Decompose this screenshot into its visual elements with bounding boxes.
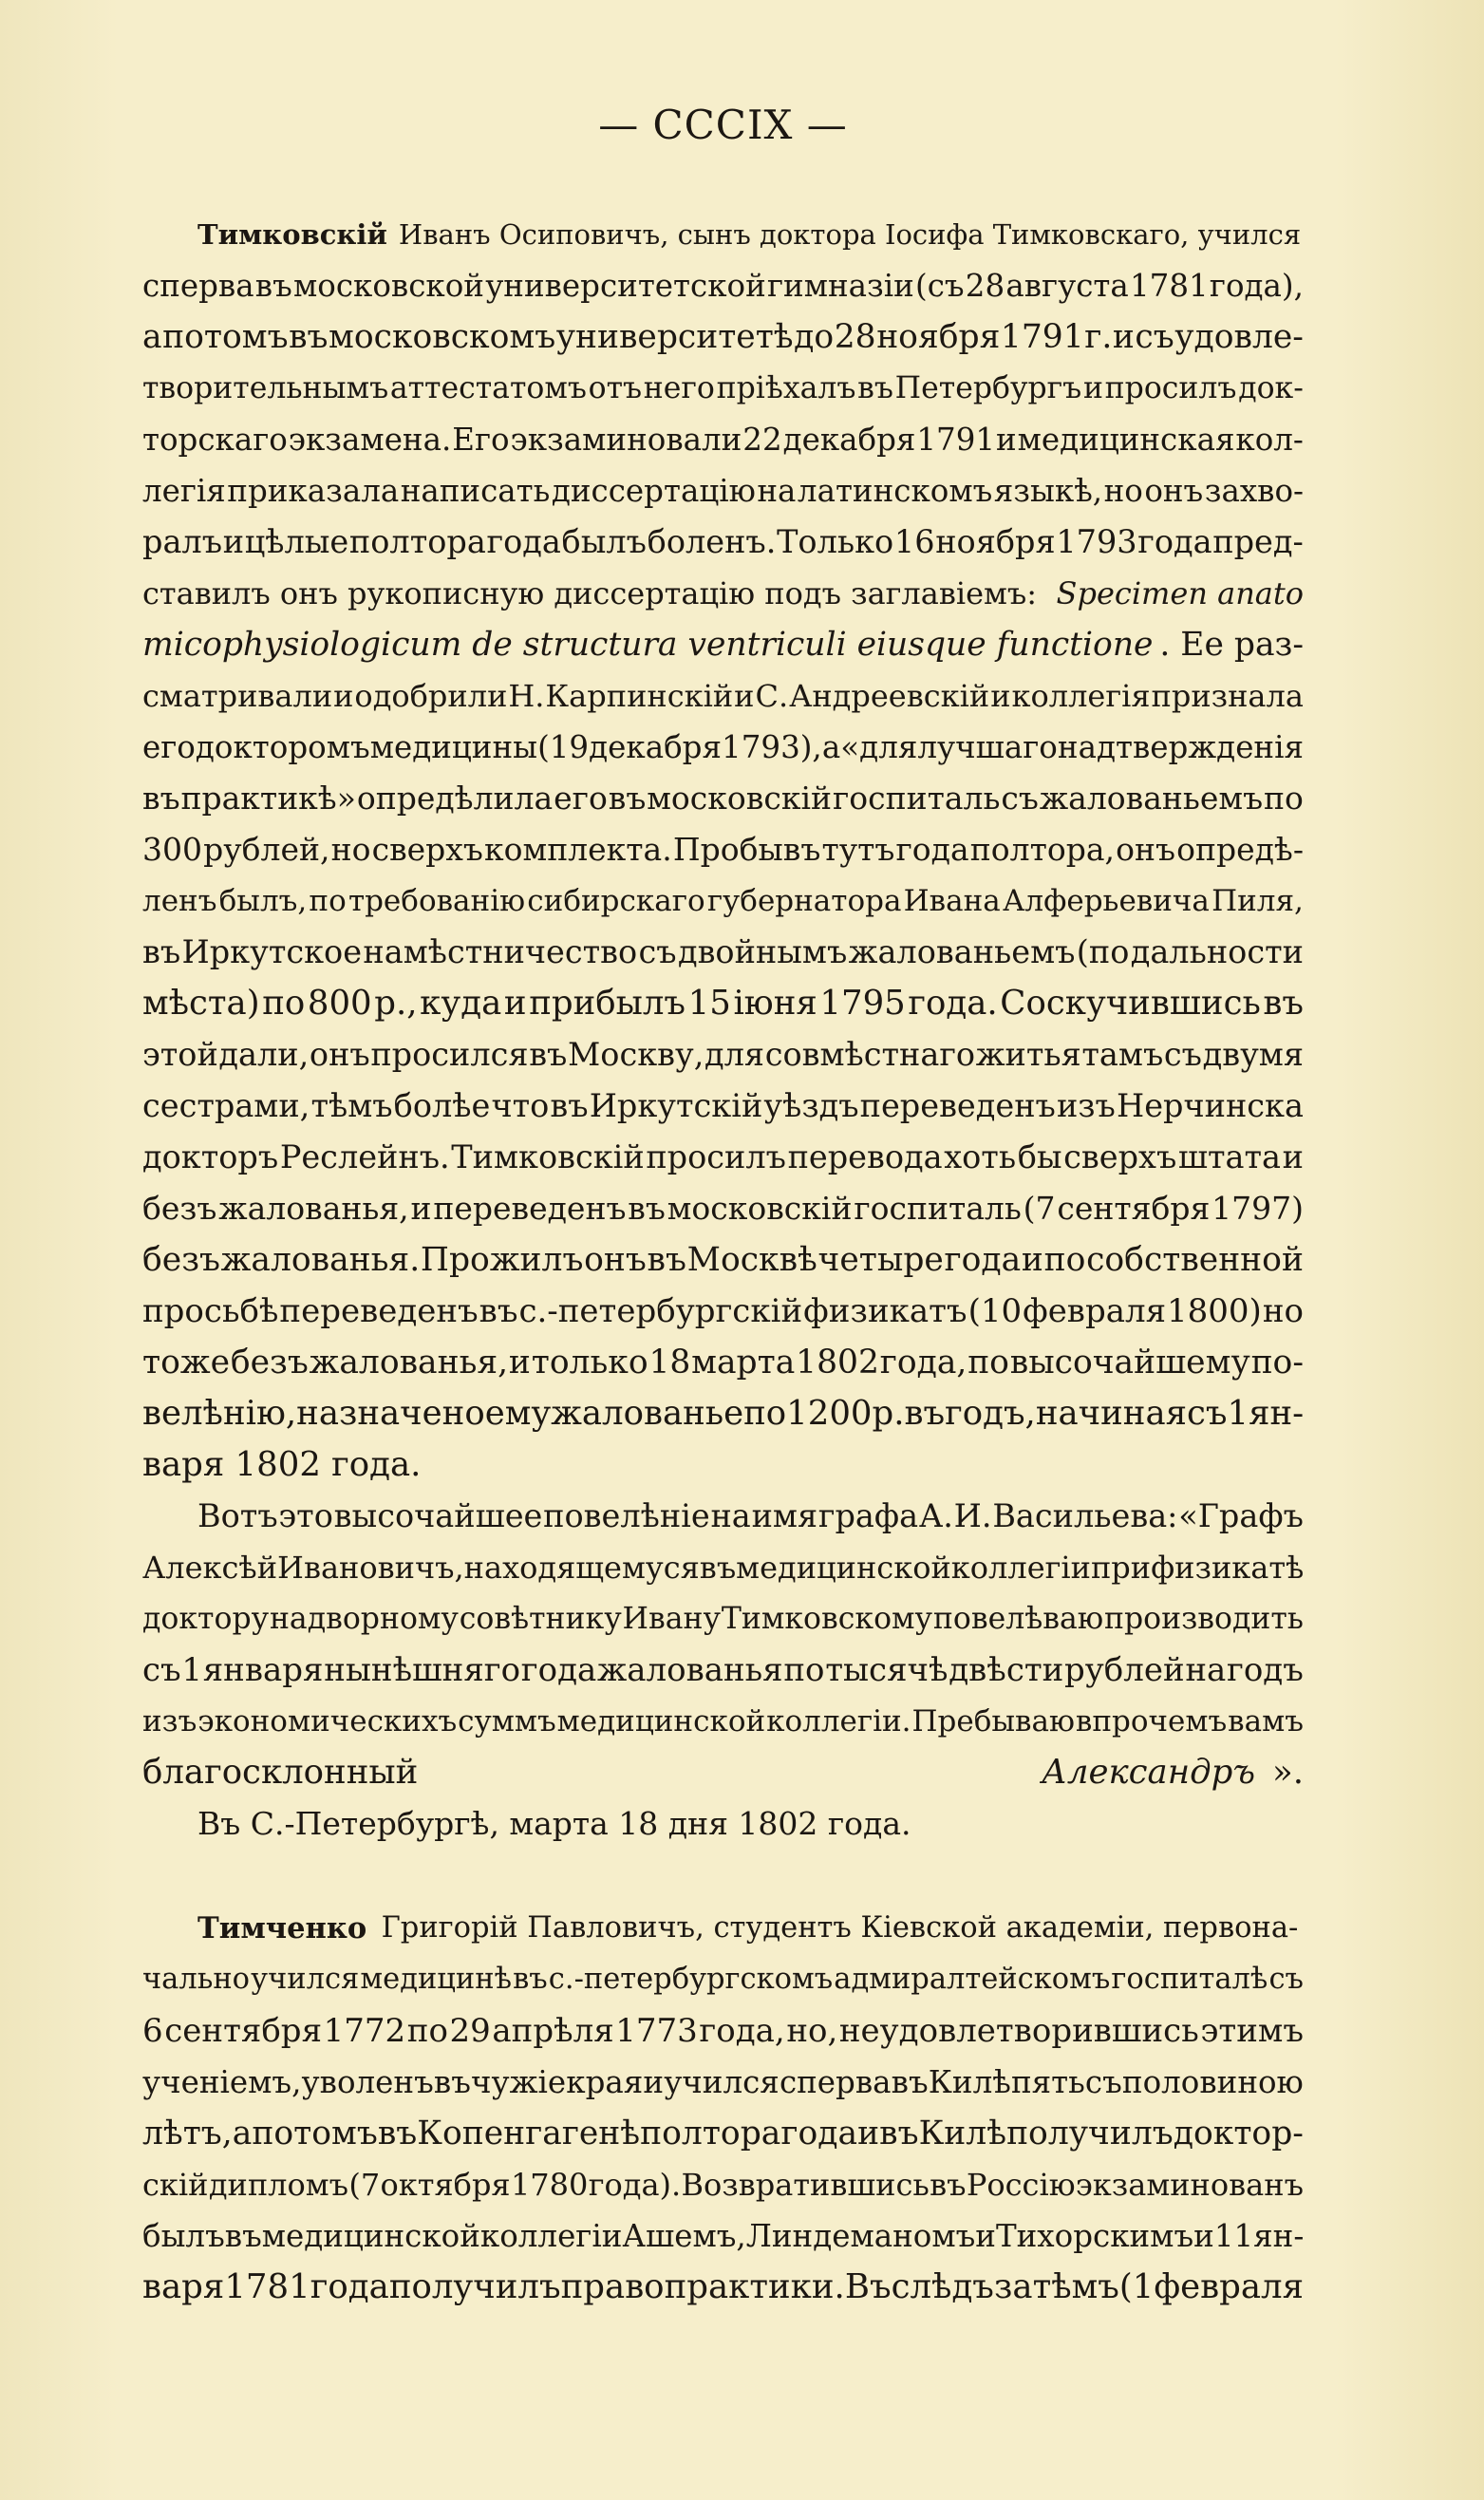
text-line: 6 сентября 1772 по 29 апрѣля 1773 года, но, неудовлетворившись этимъ [142, 2012, 1304, 2050]
decree-line: Алексѣй Ивановичъ, находящемуся въ медицинской коллегіи при физикатѣ [142, 1550, 1304, 1586]
text-line: велѣнію, назначено ему жалованье по 1200 р. въ годъ, начиная съ 1 ян- [142, 1394, 1304, 1433]
decree-line: съ 1 января нынѣшняго года жалованья по тысячѣ двѣсти рублей на годъ [142, 1651, 1304, 1689]
text-line: 300 рублей, но сверхъ комплекта. Пробывъ тутъ года полтора, онъ опредѣ- [142, 831, 1304, 868]
latin-title: Specimen anato [1056, 575, 1304, 611]
entry-name: Тимковскій [197, 218, 387, 251]
text-line: чально учился медицинѣ въ с.-петербургскомъ адмиралтейскомъ госпиталѣ съ [142, 1963, 1304, 1996]
text-line: сперва въ московской университетской гимназіи (съ 28 августа 1781 года), [142, 268, 1304, 304]
text-line: въ практикѣ» опредѣлила его въ московскій госпиталь съ жалованьемъ по [142, 780, 1304, 817]
text-line: безъ жалованья. Прожилъ онъ въ Москвѣ четыре года и по собственной [142, 1241, 1304, 1279]
text-line: лѣтъ, а потомъ въ Копенгагенѣ полтора года и въ Килѣ получилъ доктор- [142, 2115, 1304, 2152]
entry-name: Тимченко [197, 1911, 367, 1945]
text-line: сматривали и одобрили Н. Карпинскій и С. Андреевскій и коллегія признала [142, 678, 1304, 714]
text-line: творительнымъ аттестатомъ отъ него пріѣхалъ въ Петербургъ и просилъ док- [142, 371, 1304, 405]
text-line: мѣста) по 800 р., куда и прибылъ 15 іюня 1795 года. Соскучившись въ [142, 984, 1304, 1023]
text-line: Тимченко Григорій Павловичъ, студентъ Кіевской академіи, первона- [142, 1903, 1304, 1954]
text-line: его докторомъ медицины (19 декабря 1793), а «для лучшаго надтвержденія [142, 729, 1304, 765]
text-line: Тимковскій Иванъ Осиповичъ, сынъ доктора Іосифа Тимковскаго, учился [142, 209, 1304, 260]
signature-name: Александръ [1041, 1753, 1255, 1792]
entry-timchenko [142, 1903, 1304, 2313]
entry-timkovsky [142, 209, 1304, 1850]
text-line: скій дипломъ (7 октября 1780 года). Возвратившись въ Россію экзаминованъ [142, 2167, 1304, 2203]
text-line: ленъ былъ, по требованію сибирскаго губернатора Ивана Алферьевича Пиля, [142, 884, 1304, 918]
text-line: докторъ Реслейнъ. Тимковскій просилъ перевода хоть бы сверхъ штата и [142, 1138, 1304, 1175]
text-line: сестрами, тѣмъ болѣе что въ Иркутскій уѣздъ переведенъ изъ Нерчинска [142, 1087, 1304, 1124]
text-line: ученіемъ, уволенъ въ чужіе края и учился сперва въ Килѣ пять съ половиною [142, 2064, 1304, 2100]
text-line: варя 1802 года. [142, 1445, 422, 1484]
text-line: въ Иркутское намѣстничество съ двойнымъ жалованьемъ (по дальности [142, 933, 1304, 970]
text-line: варя 1781 года получилъ право практики. Въ слѣдъ за тѣмъ (1 февраля [142, 2267, 1304, 2306]
text-line: просьбѣ переведенъ въ с.-петербургскій физикатъ (10 февраля 1800) но [142, 1292, 1304, 1330]
text-line: торскаго экзамена. Его экзаминовали 22 декабря 1791 и медицинская кол- [142, 422, 1304, 458]
text-line: легія приказала написать диссертацію на латинскомъ языкѣ, но онъ захво- [142, 473, 1304, 509]
text-line: а потомъ въ московскомъ университетѣ до 28 ноября 1791 г. и съ удовле- [142, 318, 1304, 356]
text-line: micophysiologicum de structura ventriculi eiusque functione . Ее раз- [142, 619, 1304, 670]
text-line: этой дали, онъ просился въ Москву, для совмѣстнаго житья тамъ съ двумя [142, 1036, 1304, 1073]
decree-line: доктору надворному совѣтнику Ивану Тимковскому повелѣваю производить [142, 1602, 1304, 1636]
text-line: безъ жалованья, и переведенъ въ московскій госпиталь (7 сентября 1797) [142, 1190, 1304, 1227]
latin-title: micophysiologicum de structura ventriculi eiusque functione [142, 626, 1154, 664]
text-line: ставилъ онъ рукописную диссертацію подъ заглавіемъ: Specimen anato [142, 568, 1304, 619]
text-line: тоже безъ жалованья, и только 18 марта 1802 года, по высочайшему по- [142, 1344, 1304, 1382]
text-line: ралъ и цѣлые полтора года былъ боленъ. Только 16 ноября 1793 года пред- [142, 523, 1304, 560]
page-number-header: — CCCIX — [598, 102, 848, 148]
decree-line: изъ экономическихъ суммъ медицинской коллегіи. Пребываю впрочемъ вамъ [142, 1704, 1304, 1739]
entry-separator [142, 1850, 1304, 1903]
text-line: былъ въ медицинской коллегіи Ашемъ, Линдеманомъ и Тихорскимъ и 11 ян- [142, 2218, 1304, 2254]
decree-date: Въ С.-Петербургѣ, марта 18 дня 1802 года. [197, 1805, 911, 1842]
signature-line: благосклонный Александръ ». [142, 1753, 1304, 1792]
decree-line: Вотъ это высочайшее повелѣніе на имя графа А. И. Васильева: «Графъ [197, 1497, 1304, 1534]
